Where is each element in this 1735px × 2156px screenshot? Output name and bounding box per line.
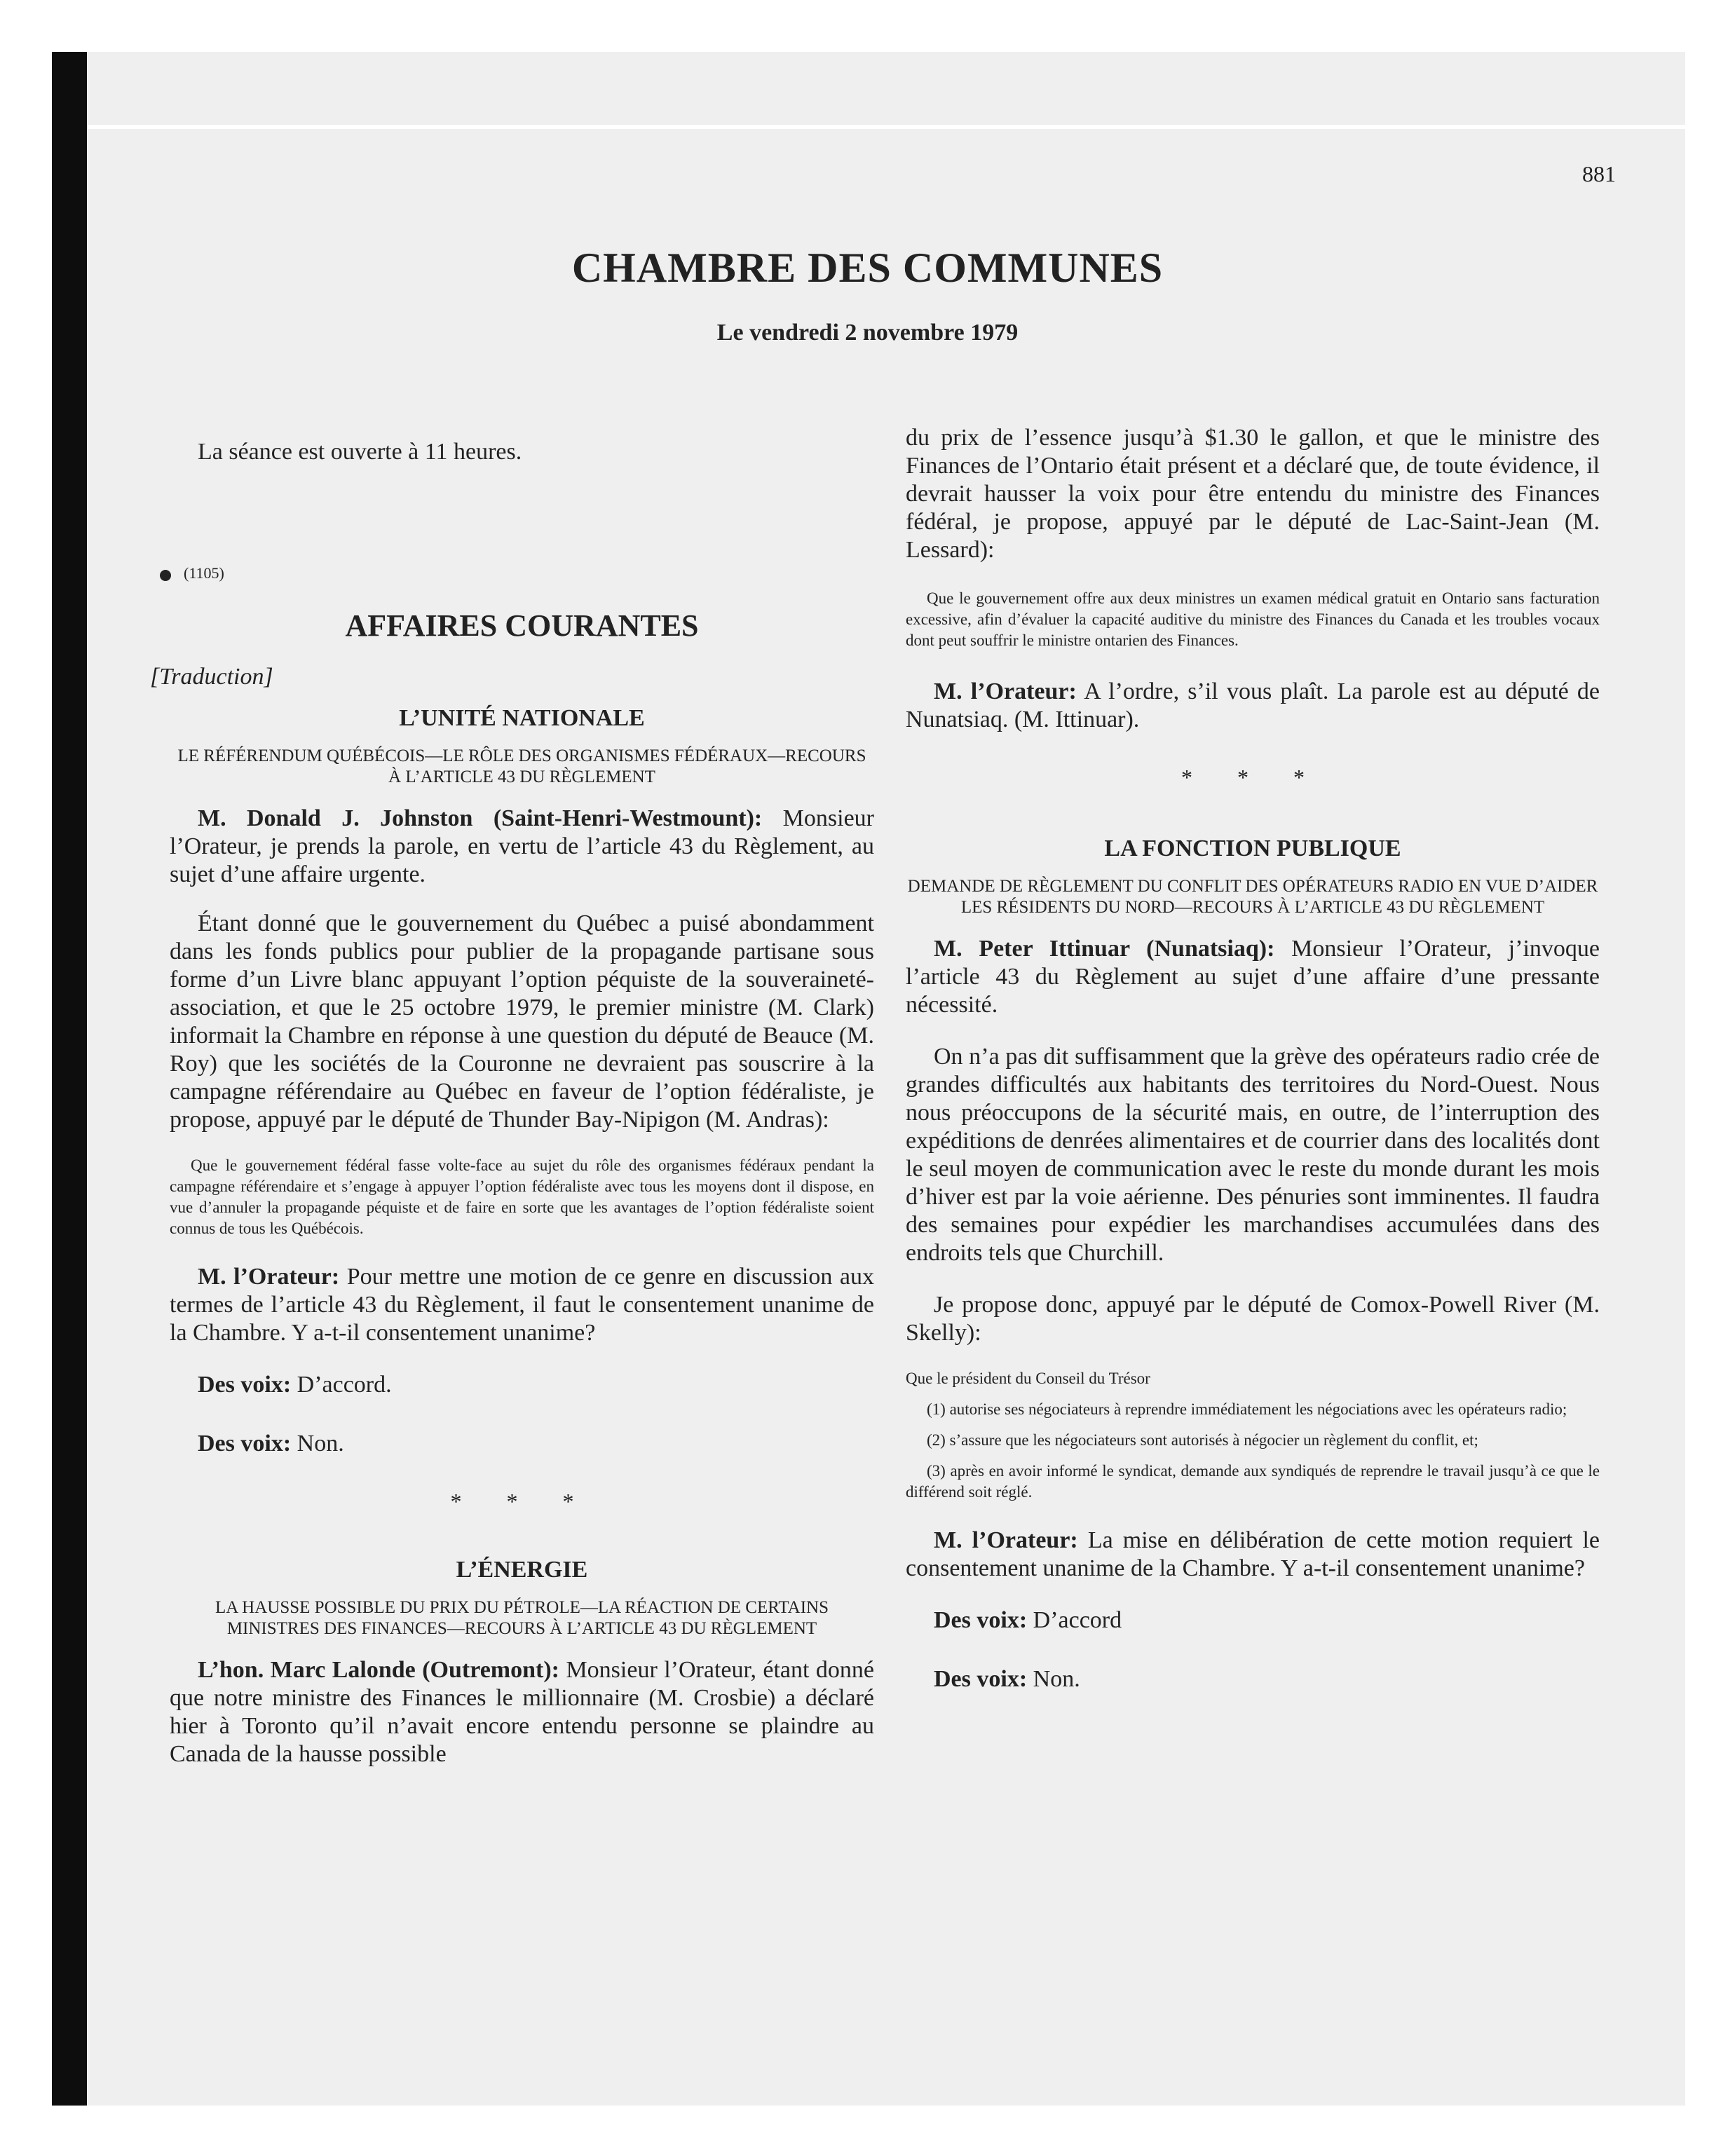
speech-paragraph: Étant donné que le gouvernement du Québec a puisé abondamment dans les fonds publics pour publier de la propagande partisane sous forme d’un Livre blanc appuyant l’option péquiste de la souveraineté-association, et que le 25 octobre 1979, le premier ministre (M. Clark) informait la Chambre en réponse à une question du député de Beauce (M. Roy) que les sociétés de la Couronne ne devraient pas souscrire à la campagne référendaire au Québec en faveur de l’option fédéraliste, je propose, appuyé par le député de Thunder Bay-Nipigon (M. Andras): [170,910,874,1133]
page-title: CHAMBRE DES COMMUNES [571,245,1164,291]
voices-line [906,1665,1600,1693]
speech-text: A l’ordre, s’il vous plaît. La parole est au député de Nunatsiaq. (M. Ittinuar). [906,678,1600,732]
speech-continuation: du prix de l’essence jusqu’à $1.30 le gallon, et que le ministre des Finances de l’Ontario était présent et a déclaré que, de toute évidence, il devrait hausser la voix pour être entendu du ministre des Finances fédéral, je propose, appuyé par le député de Lac-Saint-Jean (M. Lessard): [906,425,1600,563]
speech-paragraph: Je propose donc, appuyé par le député de Comox-Powell River (M. Skelly): [906,1292,1600,1346]
speech-text: La mise en délibération de cette motion requiert le consentement unanime de la Chambre. Y a-t-il consentement unanime? [906,1527,1600,1581]
translation-note: [Traduction] [150,664,273,690]
topic-subheading: LE RÉFÉRENDUM QUÉBÉCOIS—LE RÔLE DES ORGANISMES FÉDÉRAUX—RECOURS À L’ARTICLE 43 DU RÈGLEMENT [177,746,866,786]
speech-paragraph [170,805,874,889]
speech-text: Non. [1027,1666,1080,1692]
speech-text: Monsieur l’Orateur, j’invoque l’article 43 du Règlement au sujet d’une affaire d’une pressante nécessité. [906,936,1600,1018]
speech-paragraph [906,1527,1600,1583]
scan-rule [87,125,1685,129]
speaker-name: M. Peter Ittinuar (Nunatsiaq): [934,936,1275,962]
speech-text: Monsieur l’Orateur, étant donné que notre ministre des Finances le millionnaire (M. Crosbie) a déclaré hier à Toronto qu’il n’avait encore entendu personne se plaindre au Canada de la hausse possible [170,1657,874,1767]
speech-paragraph [906,935,1600,1019]
bullet-icon [160,570,171,581]
speaker-name: M. l’Orateur: [934,678,1077,704]
speech-paragraph [170,1263,874,1347]
speaker-name: Des voix: [934,1607,1028,1633]
section-heading: AFFAIRES COURANTES [345,608,699,643]
page-number: 881 [1582,161,1616,186]
motion-item: (1) autorise ses négociateurs à reprendre immédiatement les négociations avec les opérateurs radio; [927,1400,1567,1418]
voices-line [170,1430,874,1458]
topic-heading: L’ÉNERGIE [456,1557,588,1583]
speech-text: D’accord. [291,1372,392,1398]
timestamp-row [160,564,874,582]
timestamp: (1105) [184,564,224,582]
speaker-name: Des voix: [934,1666,1028,1692]
voices-line [170,1371,874,1399]
motion-item: (2) s’assure que les négociateurs sont autorisés à négocier un règlement du conflit, et; [927,1431,1478,1449]
speaker-name: Des voix: [198,1372,292,1398]
opening-line: La séance est ouverte à 11 heures. [198,439,522,465]
speech-text: Monsieur l’Orateur, je prends la parole, en vertu de l’article 43 du Règlement, au sujet d’une affaire urgente. [170,805,875,887]
speech-paragraph: On n’a pas dit suffisamment que la grève des opérateurs radio crée de grandes difficultés aux habitants des territoires du Nord-Ouest. Nous nous préoccupons de la sécurité mais, en outre, de l’interruption des expéditions de denrées alimentaires et de courrier dans des localités dont le seul moyen de communication avec le reste du monde durant les mois d’hiver est par la voie aérienne. Des pénuries sont imminentes. Il faudra des semaines pour expédier les marchandises accumulées dans des endroits tels que Churchill. [906,1044,1600,1266]
speech-text: D’accord [1027,1607,1122,1633]
speech-text: Pour mettre une motion de ce genre en discussion aux termes de l’article 43 du Règlement, il faut le consentement unanime de la Chambre. Y a-t-il consentement unanime? [170,1264,874,1346]
topic-heading: L’UNITÉ NATIONALE [399,705,645,731]
motion-item: (3) après en avoir informé le syndicat, demande aux syndiqués de reprendre le travail jusqu’à ce que le différend soit réglé. [906,1462,1600,1501]
topic-subheading: LA HAUSSE POSSIBLE DU PRIX DU PÉTROLE—LA RÉACTION DE CERTAINS MINISTRES DES FINANCES—RECOURS À L’ARTICLE 43 DU RÈGLEMENT [215,1598,829,1638]
speech-paragraph [170,1656,874,1768]
motion-intro: Que le président du Conseil du Trésor [906,1370,1150,1387]
speech-text: Non. [291,1431,344,1456]
speech-paragraph [906,678,1600,734]
motion-text: Que le gouvernement offre aux deux ministres un examen médical gratuit en Ontario sans facturation excessive, afin d’évaluer la capacité auditive du ministre des Finances du Canada et les troubles vocaux dont peut souffrir le ministre ontarien des Finances. [906,589,1600,649]
topic-heading: LA FONCTION PUBLIQUE [1104,835,1401,861]
section-separator: * * * [450,1489,594,1514]
left-column [150,424,875,1768]
sitting-date: Le vendredi 2 novembre 1979 [716,320,1019,346]
speaker-name: M. Donald J. Johnston (Saint-Henri-Westmount): [198,805,763,831]
voices-line [906,1606,1600,1635]
motion-text: Que le gouvernement fédéral fasse volte-face au sujet du rôle des organismes fédéraux pendant la campagne référendaire et s’engage à appuyer l’option fédéraliste avec tous les moyens dont il dispose, en vue d’annuler la propagande péquiste et de faire en sorte que les avantages de l’option fédéraliste soient connus de tous les Québécois. [170,1157,874,1237]
section-separator: * * * [1181,765,1324,790]
scan-binding-edge [52,52,87,2106]
speaker-name: Des voix: [198,1431,292,1456]
speaker-name: M. l’Orateur: [198,1264,340,1290]
speaker-name: M. l’Orateur: [934,1527,1078,1553]
speaker-name: L’hon. Marc Lalonde (Outremont): [198,1657,559,1683]
topic-subheading: DEMANDE DE RÈGLEMENT DU CONFLIT DES OPÉRATEURS RADIO EN VUE D’AIDER LES RÉSIDENTS DU NORD—RECOURS À L’ARTICLE 43 DU RÈGLEMENT [907,877,1598,917]
right-column [906,424,1600,1693]
